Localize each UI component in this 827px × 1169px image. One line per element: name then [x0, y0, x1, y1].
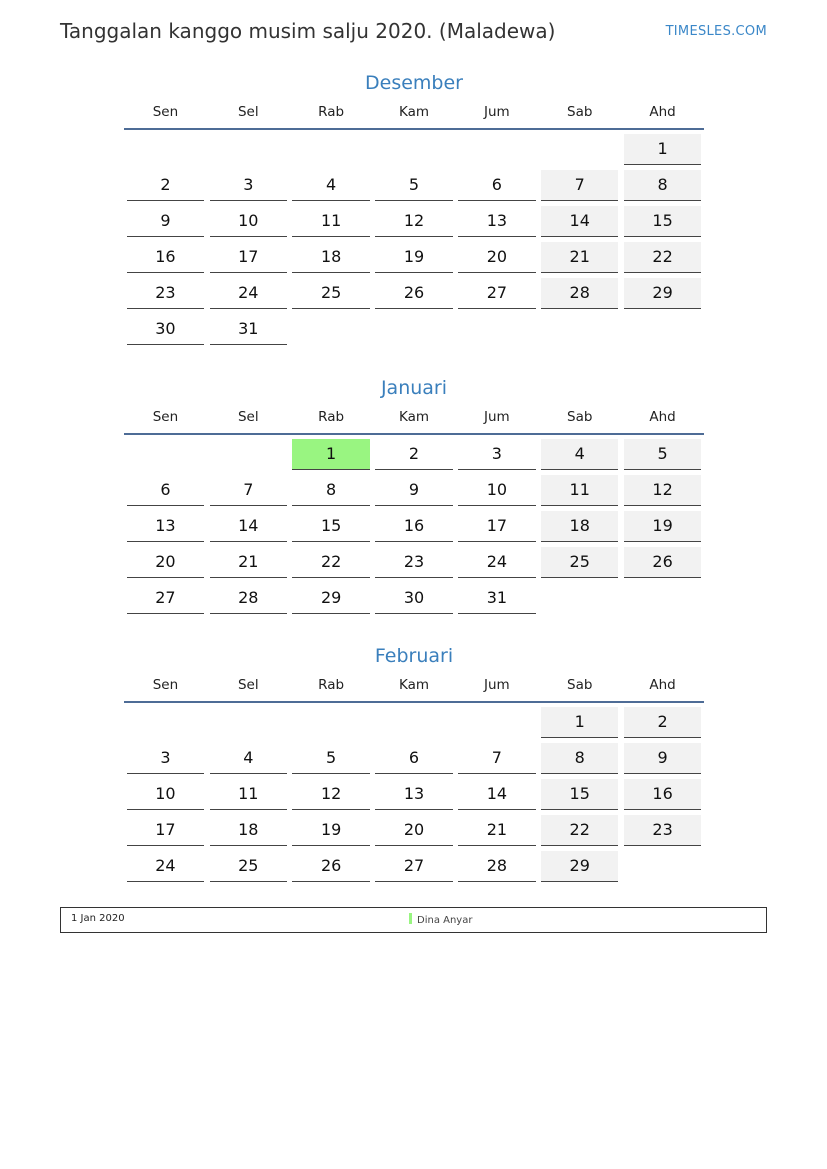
weekday-label: Kam — [398, 104, 430, 120]
day-cell[interactable]: 25 — [210, 851, 287, 882]
day-cell[interactable]: 7 — [541, 170, 618, 201]
day-cell[interactable]: 4 — [210, 743, 287, 774]
week-row — [124, 851, 704, 887]
holiday-color-swatch — [409, 913, 412, 924]
empty-cell — [458, 707, 535, 737]
weekday-label: Sel — [237, 677, 259, 693]
day-cell[interactable]: 28 — [210, 583, 287, 614]
weekday-label: Ahd — [649, 104, 676, 120]
brand-link[interactable]: TIMESLES.COM — [665, 24, 767, 39]
day-cell[interactable]: 4 — [541, 439, 618, 470]
legend-date: 1 Jan 2020 — [71, 913, 125, 924]
week-row — [124, 242, 704, 278]
page-title: Tanggalan kanggo musim salju 2020. (Maladewa) — [60, 19, 556, 43]
day-cell[interactable]: 7 — [458, 743, 535, 774]
week-row — [124, 707, 704, 743]
weekday-header — [124, 100, 704, 130]
day-cell[interactable]: 29 — [292, 583, 369, 614]
day-cell[interactable]: 14 — [210, 511, 287, 542]
week-row — [124, 206, 704, 242]
weekday-header — [124, 405, 704, 435]
empty-cell — [375, 707, 452, 737]
day-cell[interactable]: 11 — [541, 475, 618, 506]
week-row — [124, 743, 704, 779]
day-cell[interactable]: 15 — [292, 511, 369, 542]
day-cell[interactable]: 5 — [292, 743, 369, 774]
day-cell[interactable]: 21 — [210, 547, 287, 578]
empty-cell — [458, 134, 535, 164]
empty-cell — [292, 134, 369, 164]
day-cell[interactable]: 7 — [210, 475, 287, 506]
day-cell[interactable]: 26 — [624, 547, 701, 578]
holiday-legend — [60, 907, 767, 933]
day-cell[interactable]: 1 — [541, 707, 618, 738]
day-cell[interactable]: 28 — [541, 278, 618, 309]
weekday-label: Sab — [567, 677, 593, 693]
day-cell[interactable]: 27 — [127, 583, 204, 614]
empty-cell — [210, 439, 287, 469]
month-block — [124, 68, 704, 350]
day-cell[interactable]: 30 — [127, 314, 204, 345]
week-row — [124, 475, 704, 511]
day-cell[interactable]: 3 — [210, 170, 287, 201]
week-row — [124, 170, 704, 206]
day-cell[interactable]: 24 — [127, 851, 204, 882]
day-cell[interactable]: 14 — [541, 206, 618, 237]
empty-cell — [127, 134, 204, 164]
day-cell[interactable]: 19 — [292, 815, 369, 846]
empty-cell — [541, 583, 618, 613]
day-cell[interactable]: 20 — [458, 242, 535, 273]
day-cell[interactable]: 25 — [541, 547, 618, 578]
day-cell[interactable]: 3 — [458, 439, 535, 470]
empty-cell — [375, 134, 452, 164]
day-cell[interactable]: 13 — [127, 511, 204, 542]
day-cell[interactable]: 18 — [210, 815, 287, 846]
weekday-label: Kam — [398, 677, 430, 693]
day-cell[interactable]: 19 — [624, 511, 701, 542]
week-row — [124, 511, 704, 547]
day-cell[interactable]: 18 — [541, 511, 618, 542]
day-cell[interactable]: 29 — [541, 851, 618, 882]
weekday-label: Jum — [484, 104, 510, 120]
day-cell[interactable]: 14 — [458, 779, 535, 810]
day-cell[interactable]: 10 — [210, 206, 287, 237]
weekday-label: Rab — [318, 409, 345, 425]
day-cell[interactable]: 3 — [127, 743, 204, 774]
day-cell[interactable]: 22 — [541, 815, 618, 846]
week-row — [124, 439, 704, 475]
legend-entry — [409, 913, 472, 926]
day-cell[interactable]: 28 — [458, 851, 535, 882]
week-row — [124, 134, 704, 170]
weekday-label: Jum — [484, 409, 510, 425]
day-cell[interactable]: 9 — [375, 475, 452, 506]
month-block — [124, 641, 704, 887]
week-row — [124, 547, 704, 583]
day-cell[interactable]: 10 — [458, 475, 535, 506]
weekday-label: Jum — [484, 677, 510, 693]
empty-cell — [541, 314, 618, 344]
day-cell[interactable]: 2 — [624, 707, 701, 738]
month-title: Januari — [380, 377, 448, 399]
day-cell[interactable]: 13 — [458, 206, 535, 237]
day-cell[interactable]: 24 — [210, 278, 287, 309]
day-cell[interactable]: 8 — [541, 743, 618, 774]
day-cell[interactable]: 6 — [375, 743, 452, 774]
day-cell[interactable]: 8 — [292, 475, 369, 506]
empty-cell — [375, 314, 452, 344]
day-cell[interactable]: 27 — [375, 851, 452, 882]
day-cell[interactable]: 23 — [624, 815, 701, 846]
day-cell[interactable]: 12 — [375, 206, 452, 237]
day-cell[interactable]: 15 — [624, 206, 701, 237]
day-cell[interactable]: 12 — [292, 779, 369, 810]
weekday-label: Kam — [398, 409, 430, 425]
day-cell[interactable]: 2 — [127, 170, 204, 201]
day-cell[interactable]: 17 — [458, 511, 535, 542]
weekday-label: Sen — [152, 409, 179, 425]
day-cell[interactable]: 25 — [292, 278, 369, 309]
day-cell[interactable]: 15 — [541, 779, 618, 810]
day-cell[interactable]: 19 — [375, 242, 452, 273]
empty-cell — [127, 707, 204, 737]
day-cell[interactable]: 4 — [292, 170, 369, 201]
holiday-day-cell[interactable]: 1 — [292, 439, 369, 470]
weekday-header — [124, 673, 704, 703]
day-cell[interactable]: 23 — [375, 547, 452, 578]
week-row — [124, 583, 704, 619]
day-cell[interactable]: 16 — [624, 779, 701, 810]
day-cell[interactable]: 1 — [624, 134, 701, 165]
week-row — [124, 314, 704, 350]
empty-cell — [210, 134, 287, 164]
empty-cell — [292, 314, 369, 344]
weekday-label: Ahd — [649, 677, 676, 693]
day-cell[interactable]: 20 — [375, 815, 452, 846]
empty-cell — [624, 314, 701, 344]
week-row — [124, 815, 704, 851]
weekday-label: Rab — [318, 677, 345, 693]
day-cell[interactable]: 27 — [458, 278, 535, 309]
day-cell[interactable]: 17 — [127, 815, 204, 846]
day-cell[interactable]: 20 — [127, 547, 204, 578]
day-cell[interactable]: 21 — [541, 242, 618, 273]
empty-cell — [127, 439, 204, 469]
day-cell[interactable]: 16 — [375, 511, 452, 542]
day-cell[interactable]: 22 — [624, 242, 701, 273]
weekday-label: Ahd — [649, 409, 676, 425]
day-cell[interactable]: 29 — [624, 278, 701, 309]
day-cell[interactable]: 5 — [375, 170, 452, 201]
empty-cell — [624, 851, 701, 881]
week-grid — [124, 130, 704, 350]
day-cell[interactable]: 2 — [375, 439, 452, 470]
week-grid — [124, 703, 704, 887]
empty-cell — [292, 707, 369, 737]
week-row — [124, 278, 704, 314]
day-cell[interactable]: 8 — [624, 170, 701, 201]
weekday-label: Sel — [237, 104, 259, 120]
day-cell[interactable]: 17 — [210, 242, 287, 273]
day-cell[interactable]: 22 — [292, 547, 369, 578]
day-cell[interactable]: 11 — [292, 206, 369, 237]
day-cell[interactable]: 6 — [458, 170, 535, 201]
day-cell[interactable]: 23 — [127, 278, 204, 309]
weekday-label: Sen — [152, 104, 179, 120]
week-grid — [124, 435, 704, 619]
empty-cell — [541, 134, 618, 164]
weekday-label: Sel — [237, 409, 259, 425]
weekday-label: Sab — [567, 409, 593, 425]
week-row — [124, 779, 704, 815]
day-cell[interactable]: 24 — [458, 547, 535, 578]
day-cell[interactable]: 21 — [458, 815, 535, 846]
day-cell[interactable]: 10 — [127, 779, 204, 810]
day-cell[interactable]: 11 — [210, 779, 287, 810]
day-cell[interactable]: 12 — [624, 475, 701, 506]
month-block — [124, 373, 704, 619]
empty-cell — [624, 583, 701, 613]
weekday-label: Sab — [567, 104, 593, 120]
month-title: Februari — [374, 645, 454, 667]
weekday-label: Rab — [318, 104, 345, 120]
month-title: Desember — [365, 72, 463, 94]
day-cell[interactable]: 9 — [624, 743, 701, 774]
empty-cell — [458, 314, 535, 344]
day-cell[interactable]: 13 — [375, 779, 452, 810]
day-cell[interactable]: 18 — [292, 242, 369, 273]
day-cell[interactable]: 6 — [127, 475, 204, 506]
day-cell[interactable]: 31 — [210, 314, 287, 345]
day-cell[interactable]: 16 — [127, 242, 204, 273]
day-cell[interactable]: 26 — [292, 851, 369, 882]
day-cell[interactable]: 31 — [458, 583, 535, 614]
day-cell[interactable]: 26 — [375, 278, 452, 309]
day-cell[interactable]: 5 — [624, 439, 701, 470]
weekday-label: Sen — [152, 677, 179, 693]
day-cell[interactable]: 9 — [127, 206, 204, 237]
day-cell[interactable]: 30 — [375, 583, 452, 614]
legend-holiday-name: Dina Anyar — [417, 915, 473, 926]
empty-cell — [210, 707, 287, 737]
